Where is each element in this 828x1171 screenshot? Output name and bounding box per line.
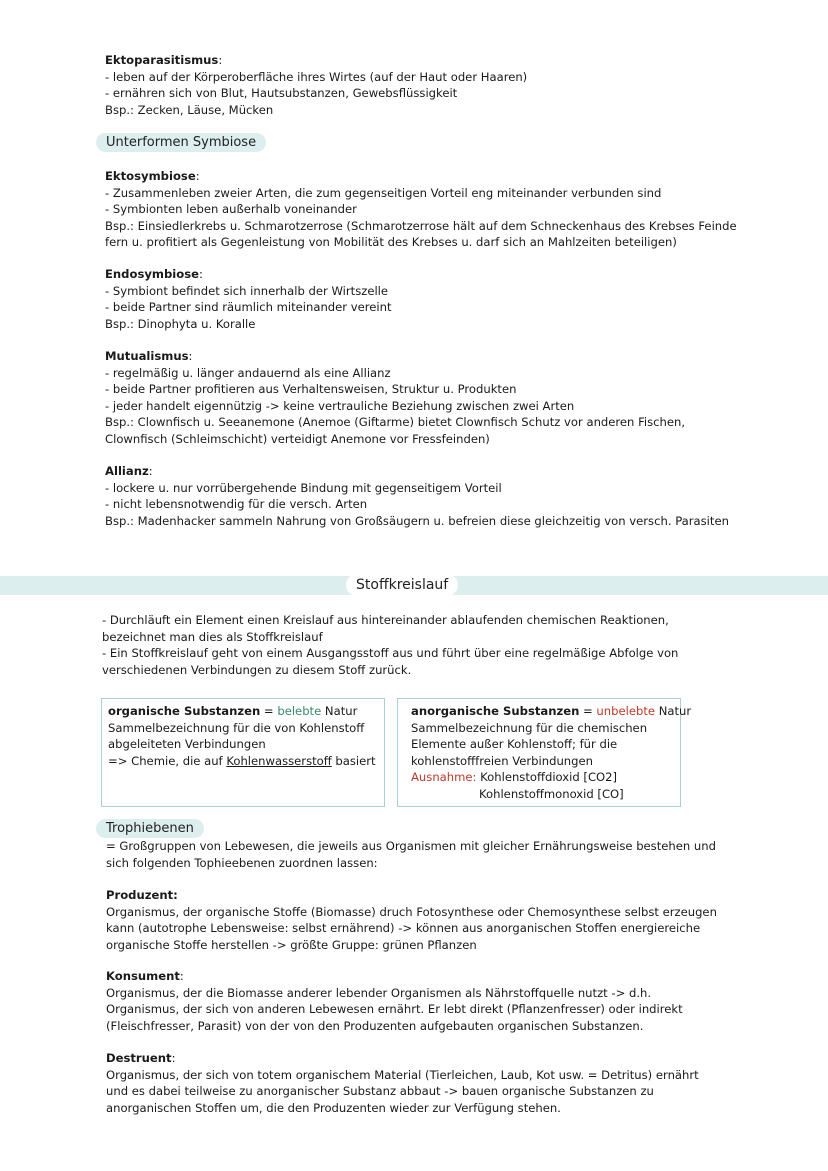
- text-line: - nicht lebensnotwendig für die versch. Arten: [105, 497, 368, 512]
- heading-mutualismus: Mutualismus: [105, 349, 189, 363]
- term-belebte: belebte: [277, 704, 322, 718]
- section-mutualismus: Mutualismus: - regelmäßig u. länger andauernd als eine Allianz - beide Partner profitieren aus Verhaltensweisen, Struktur u. Produkten - jeder handelt eigennützig -> keine vertrauliche Beziehung zwischen zwei Arten Bsp.: Clownfisch u. Seeanemone (Anemoe (Giftarme) bietet Clownfisch Schutz vor anderen Fischen, Clownfisch (Schleimschicht) verteidigt Anemone vor Fressfeinden): [105, 349, 686, 446]
- box-organische-substanzen: organische Substanzen = belebte Natur Sammelbezeichnung für die von Kohlenstoff abgeleiteten Verbindungen => Chemie, die auf Kohlenwasserstoff basiert: [101, 698, 385, 807]
- heading-ektoparasitismus: Ektoparasitismus: [105, 53, 219, 67]
- pill-unterformen-symbiose: Unterformen Symbiose: [96, 133, 266, 152]
- term-organische: organische Substanzen: [108, 704, 261, 718]
- section-allianz: Allianz: - lockere u. nur vorrübergehende Bindung mit gegenseitigem Vorteil - nicht lebensnotwendig für die versch. Arten Bsp.: Madenhacker sammeln Nahrung von Großsäugern u. befreien diese gleichzeitig von versch. Parasiten: [105, 464, 729, 528]
- text-line: - beide Partner profitieren aus Verhaltensweisen, Struktur u. Produkten: [105, 382, 517, 397]
- text-line: Organismus, der sich von totem organischem Material (Tierleichen, Laub, Kot usw. = Detritus) ernährt: [106, 1067, 699, 1082]
- section-konsument: Konsument: Organismus, der die Biomasse anderer lebender Organismen als Nährstoffquelle nutzt -> d.h. Organismus, der sich von anderen Lebewesen ernährt. Er lebt direkt (Pflanzenfresser) oder indirekt (Fleischfresser, Parasit) von der von den Produzenten aufgebauten organischen Substanzen.: [106, 969, 683, 1033]
- text-line: - leben auf der Körperoberfläche ihres Wirtes (auf der Haut oder Haaren): [105, 69, 528, 84]
- stoffkreislauf-intro: [102, 612, 678, 678]
- text-line: kann (autotrophe Lebensweise: selbst ernährend) -> können aus anorganischen Stoffen energiereiche: [106, 921, 701, 936]
- text-line: und es dabei teilweise zu anorganischer Substanz abbaut -> bauen organische Substanzen zu: [106, 1084, 654, 1099]
- text-line: - Zusammenleben zweier Arten, die zum gegenseitigen Vorteil eng miteinander verbunden sind: [105, 185, 662, 200]
- section-ektoparasitismus: Ektoparasitismus: - leben auf der Körperoberfläche ihres Wirtes (auf der Haut oder Haaren) - ernähren sich von Blut, Hautsubstanzen, Gewebsflüssigkeit Bsp.: Zecken, Läuse, Mücken: [105, 53, 528, 117]
- heading-allianz: Allianz: [105, 464, 149, 478]
- text-line: - Ein Stoffkreislauf geht von einem Ausgangsstoff aus und führt über eine regelmäßige Abfolge von: [102, 646, 679, 661]
- text-line: verschiedenen Verbindungen zu diesem Stoff zurück.: [102, 662, 412, 677]
- term-anorganische: anorganische Substanzen: [411, 704, 580, 718]
- text-line: - regelmäßig u. länger andauernd als eine Allianz: [105, 365, 391, 380]
- section-produzent: [106, 887, 717, 953]
- text-line: - Durchläuft ein Element einen Kreislauf aus hintereinander ablaufenden chemischen Reaktionen,: [102, 613, 669, 627]
- text-line: sich folgenden Tophieebenen zuordnen lassen:: [106, 855, 378, 870]
- text-line: - Symbionten leben außerhalb voneinander: [105, 202, 357, 217]
- section-ektosymbiose: Ektosymbiose: - Zusammenleben zweier Arten, die zum gegenseitigen Vorteil eng miteinander verbunden sind - Symbionten leben außerhalb voneinander Bsp.: Einsiedlerkrebs u. Schmarotzerrose (Schmarotzerrose hält auf dem Schneckenhaus des Krebses Feinde fern u. profitiert als Gegenleistung von Mobilität des Krebses u. darf sich an Mahlzeiten beteiligen): [105, 169, 737, 250]
- text-line: - Symbiont befindet sich innerhalb der Wirtszelle: [105, 283, 389, 298]
- pill-trophiebenen: Trophiebenen: [96, 819, 204, 838]
- section-title-stoffkreislauf: Stoffkreislauf: [346, 574, 458, 596]
- text-line: Bsp.: Dinophyta u. Koralle: [105, 316, 256, 331]
- text-line: Bsp.: Madenhacker sammeln Nahrung von Großsäugern u. befreien diese gleichzeitig von versch. Parasiten: [105, 513, 729, 528]
- text-line: Bsp.: Clownfisch u. Seeanemone (Anemoe (Giftarme) bietet Clownfisch Schutz vor anderen Fischen,: [105, 415, 686, 430]
- section-endosymbiose: Endosymbiose: - Symbiont befindet sich innerhalb der Wirtszelle - beide Partner sind räumlich miteinander vereint Bsp.: Dinophyta u. Koralle: [105, 267, 392, 331]
- heading-produzent: Produzent:: [106, 888, 178, 902]
- text-line: fern u. profitiert als Gegenleistung von Mobilität des Krebses u. darf sich an Mahlzeiten beteiligen): [105, 235, 677, 250]
- heading-ektosymbiose: Ektosymbiose: [105, 169, 196, 183]
- trophiebenen-intro: [106, 838, 716, 871]
- heading-endosymbiose: Endosymbiose: [105, 267, 199, 281]
- section-destruent: Destruent: Organismus, der sich von totem organischem Material (Tierleichen, Laub, Kot usw. = Detritus) ernährt und es dabei teilweise zu anorganischer Substanz abbaut -> bauen organische Substanzen zu anorganischen Stoffen um, die den Produzenten wieder zur Verfügung stehen.: [106, 1051, 699, 1115]
- term-kohlenwasserstoff: Kohlenwasserstoff: [226, 753, 332, 768]
- text-line: bezeichnet man dies als Stoffkreislauf: [102, 629, 323, 644]
- term-unbelebte: unbelebte: [596, 704, 656, 718]
- text-line: = Großgruppen von Lebewesen, die jeweils aus Organismen mit gleicher Ernährungsweise bestehen und: [106, 839, 716, 853]
- text-line: Organismus, der die Biomasse anderer lebender Organismen als Nährstoffquelle nutzt -> d.h.: [106, 985, 652, 1000]
- text-line: (Fleischfresser, Parasit) von der von den Produzenten aufgebauten organischen Substanzen.: [106, 1018, 644, 1033]
- text-line: Organismus, der organische Stoffe (Biomasse) druch Fotosynthese oder Chemosynthese selbst erzeugen: [106, 904, 717, 919]
- text-line: - jeder handelt eigennützig -> keine vertrauliche Beziehung zwischen zwei Arten: [105, 398, 575, 413]
- text-line: - beide Partner sind räumlich miteinander vereint: [105, 300, 392, 315]
- text-line: Clownfisch (Schleimschicht) verteidigt Anemone vor Fressfeinden): [105, 431, 490, 446]
- text-line: Organismus, der sich von anderen Lebewesen ernährt. Er lebt direkt (Pflanzenfresser) oder indirekt: [106, 1002, 683, 1017]
- label-ausnahme: Ausnahme:: [411, 770, 477, 785]
- heading-konsument: Konsument: [106, 969, 180, 983]
- text-line: - ernähren sich von Blut, Hautsubstanzen, Gewebsflüssigkeit: [105, 86, 458, 101]
- text-line: Bsp.: Einsiedlerkrebs u. Schmarotzerrose (Schmarotzerrose hält auf dem Schneckenhaus des Krebses Feinde: [105, 218, 737, 233]
- text-line: anorganischen Stoffen um, die den Produzenten wieder zur Verfügung stehen.: [106, 1100, 561, 1115]
- box-anorganische-substanzen: anorganische Substanzen = unbelebte Natur Sammelbezeichnung für die chemischen Elemente außer Kohlenstoff; für die kohlenstofffreien Verbindungen Ausnahme: Kohlenstoffdioxid [CO2] Kohlenstoffmonoxid [CO]: [397, 698, 681, 807]
- text-line: organische Stoffe herstellen -> größte Gruppe: grünen Pflanzen: [106, 937, 477, 952]
- text-line: - lockere u. nur vorrübergehende Bindung mit gegenseitigem Vorteil: [105, 480, 502, 495]
- heading-destruent: Destruent: [106, 1051, 172, 1065]
- text-line: Bsp.: Zecken, Läuse, Mücken: [105, 102, 274, 117]
